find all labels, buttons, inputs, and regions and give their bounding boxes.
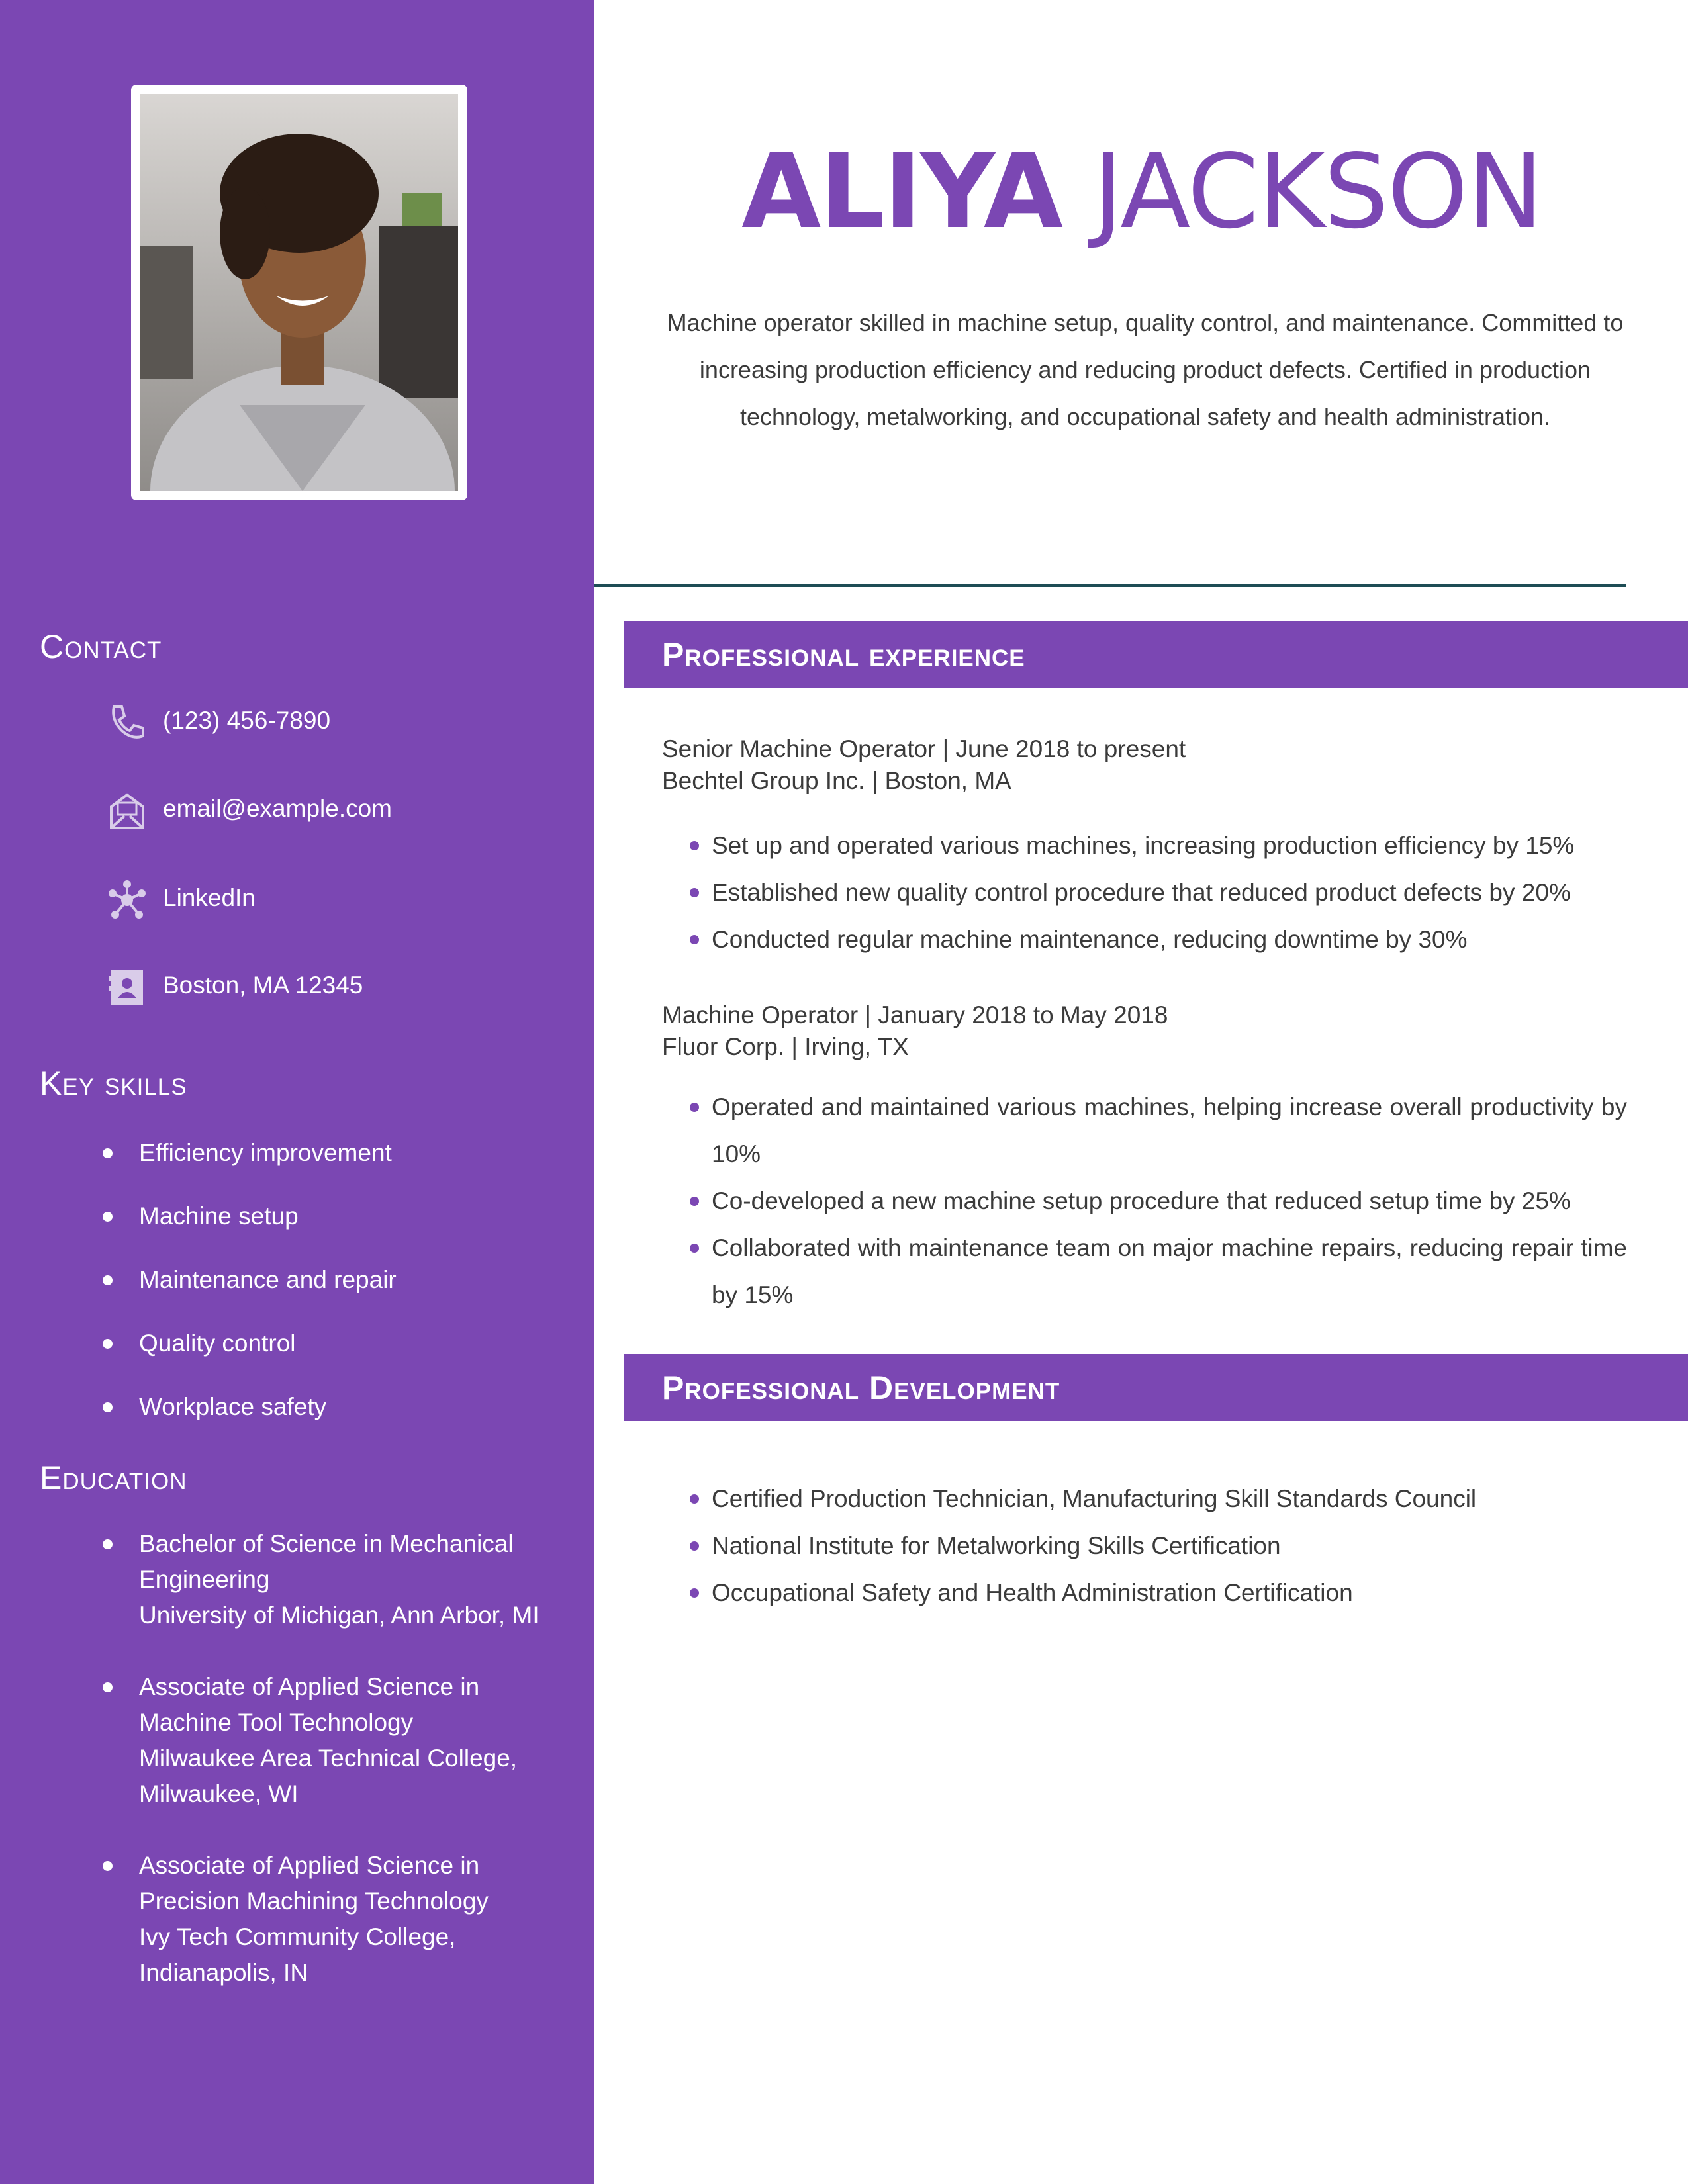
experience-heading: Professional experience [662,636,1025,673]
experience-section-bar [624,621,1688,688]
contact-heading: Contact [40,628,162,665]
education-school: Milwaukee Area Technical College, Milwaukee, WI [139,1745,518,1807]
job-bullet: Set up and operated various machines, increasing production efficiency by 15% [687,822,1627,869]
education-degree: Bachelor of Science in Mechanical Engineering [139,1530,514,1593]
job-bullet: Conducted regular machine maintenance, reducing downtime by 30% [687,916,1627,963]
profile-photo [140,94,458,491]
skills-list [99,1135,563,1453]
mail-icon [106,790,148,832]
linkedin-text[interactable]: LinkedIn [163,884,256,911]
address-text: Boston, MA 12345 [163,972,363,999]
skill-item: Maintenance and repair [99,1262,563,1326]
development-item: National Institute for Metalworking Skills Certification [687,1522,1627,1569]
education-school: Ivy Tech Community College, Indianapolis, IN [139,1923,456,1986]
development-heading: Professional Development [662,1369,1060,1406]
job-bullet: Collaborated with maintenance team on major machine repairs, reducing repair time by 15% [687,1224,1627,1318]
job-title-line: Machine Operator | January 2018 to May 2018 [662,1001,1168,1028]
last-name: JACKSON [1093,132,1542,251]
education-degree: Associate of Applied Science in Machine Tool Technology [139,1673,480,1736]
skill-item: Machine setup [99,1199,563,1262]
skills-heading: Key skills [40,1065,187,1102]
network-icon [106,879,148,921]
contact-card-icon [106,966,148,1009]
skill-item: Workplace safety [99,1389,563,1453]
first-name: ALIYA [741,132,1062,251]
candidate-name [596,129,1688,255]
education-list [99,1526,563,2026]
education-school: University of Michigan, Ann Arbor, MI [139,1602,539,1629]
education-degree: Associate of Applied Science in Precision Machining Technology [139,1852,489,1915]
job-company-line: Fluor Corp. | Irving, TX [662,1033,909,1060]
job-title-line: Senior Machine Operator | June 2018 to present [662,735,1186,762]
development-section-bar [624,1354,1688,1421]
job-bullet: Operated and maintained various machines, helping increase overall productivity by 10% [687,1083,1627,1177]
skill-item: Quality control [99,1326,563,1389]
education-item [99,1669,563,1812]
job-bullets [687,822,1627,963]
job-company-line: Bechtel Group Inc. | Boston, MA [662,767,1011,794]
summary: Machine operator skilled in machine setup, quality control, and maintenance. Committed to increasing production efficiency and reducing product defects. Certified in production technology, metalworking, and occupational safety and health administration. [667,309,1624,430]
job-bullet: Co-developed a new machine setup procedure that reduced setup time by 25% [687,1177,1627,1224]
development-list [687,1475,1627,1616]
skill-item: Efficiency improvement [99,1135,563,1199]
job-bullets [687,1083,1627,1318]
development-item: Certified Production Technician, Manufacturing Skill Standards Council [687,1475,1627,1522]
sidebar [0,0,594,2184]
phone-text[interactable]: (123) 456-7890 [163,707,331,734]
email-text[interactable]: email@example.com [163,795,393,822]
profile-photo-frame [131,85,467,500]
education-item [99,1526,563,1633]
divider [594,584,1626,587]
job-bullet: Established new quality control procedure that reduced product defects by 20% [687,869,1627,916]
education-item [99,1848,563,1991]
phone-icon [106,702,148,744]
education-heading: Education [40,1459,187,1496]
development-item: Occupational Safety and Health Administration Certification [687,1569,1627,1616]
